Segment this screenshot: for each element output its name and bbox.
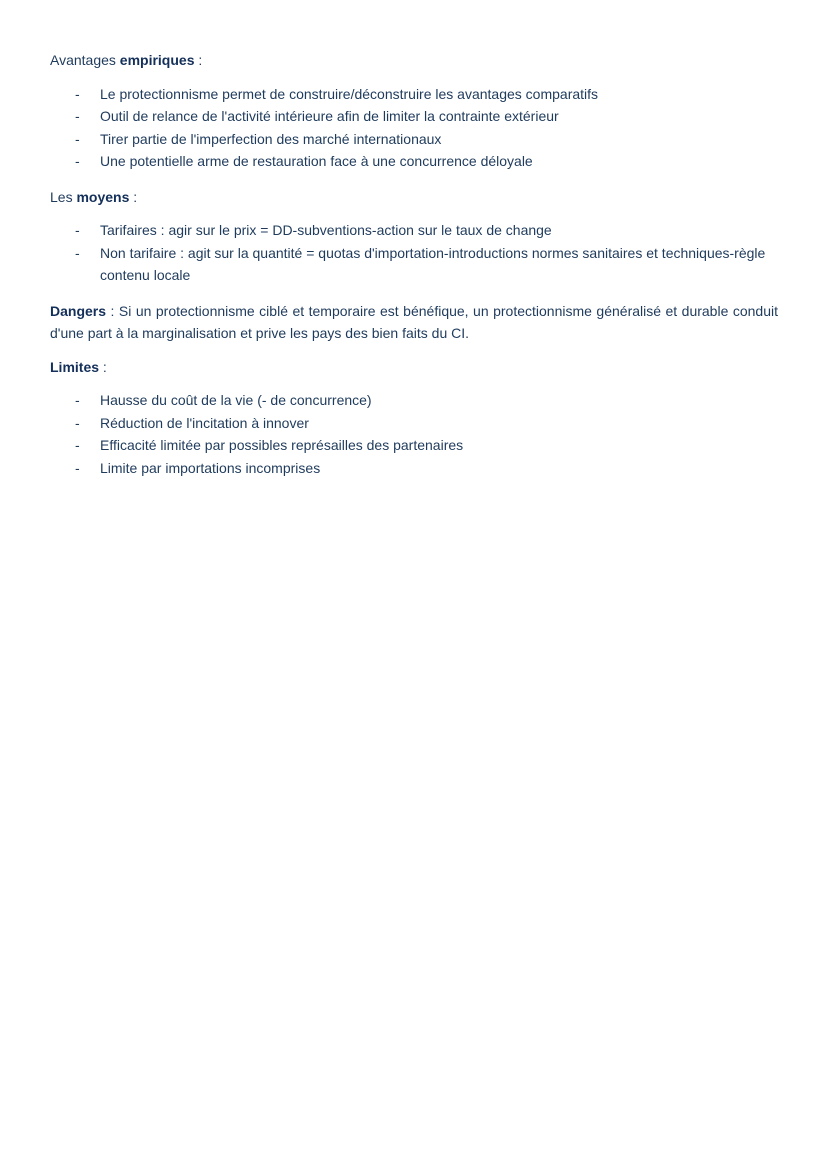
dash-bullet: - [75, 392, 80, 408]
moyens-list [50, 219, 778, 287]
dash-bullet: - [75, 222, 80, 238]
dangers-paragraph: Dangers : Si un protectionnisme ciblé et temporaire est bénéfique, un protectionnisme généralisé et durable conduit d'une part à la marginalisation et prive les pays des bien faits du CI. [50, 302, 778, 341]
dash-bullet: - [75, 244, 80, 261]
list-item: - Réduction de l'incitation à innover [50, 412, 778, 435]
dash-bullet: - [75, 85, 80, 102]
avantages-heading: Avantages empiriques : [50, 52, 203, 68]
limites-list [50, 389, 778, 479]
limites-heading-bold: Limites [50, 358, 100, 375]
avantages-heading-bold: empiriques [119, 52, 195, 68]
dash-bullet: - [75, 414, 80, 431]
limites-heading: Limites : [50, 358, 107, 375]
moyens-heading: Les moyens : [50, 188, 138, 205]
list-item: - Outil de relance de l'activité intérieure afin de limiter la contrainte extérieur [50, 105, 778, 128]
list-item: - Limite par importations incomprises [50, 457, 778, 480]
moyens-heading-bold: moyens [76, 188, 130, 205]
list-item: - Non tarifaire : agit sur la quantité = quotas d'importation-introductions normes sanitaires et techniques-règle contenu locale [50, 242, 778, 287]
avantages-list [50, 83, 778, 173]
dash-bullet: - [75, 108, 80, 124]
dangers-heading-bold: Dangers [50, 302, 107, 319]
list-item: - Une potentielle arme de restauration face à une concurrence déloyale [50, 150, 778, 173]
list-item: - Tarifaires : agir sur le prix = DD-subventions-action sur le taux de change [50, 219, 778, 242]
dash-bullet: - [75, 130, 80, 147]
dash-bullet: - [75, 459, 80, 476]
document-page [50, 49, 778, 492]
dash-bullet: - [75, 437, 80, 453]
list-item: - Le protectionnisme permet de construire/déconstruire les avantages comparatifs [50, 83, 778, 106]
list-item: - Hausse du coût de la vie (- de concurrence) [50, 389, 778, 412]
list-item: - Efficacité limitée par possibles représailles des partenaires [50, 434, 778, 457]
dash-bullet: - [75, 153, 80, 169]
list-item: - Tirer partie de l'imperfection des marché internationaux [50, 128, 778, 151]
